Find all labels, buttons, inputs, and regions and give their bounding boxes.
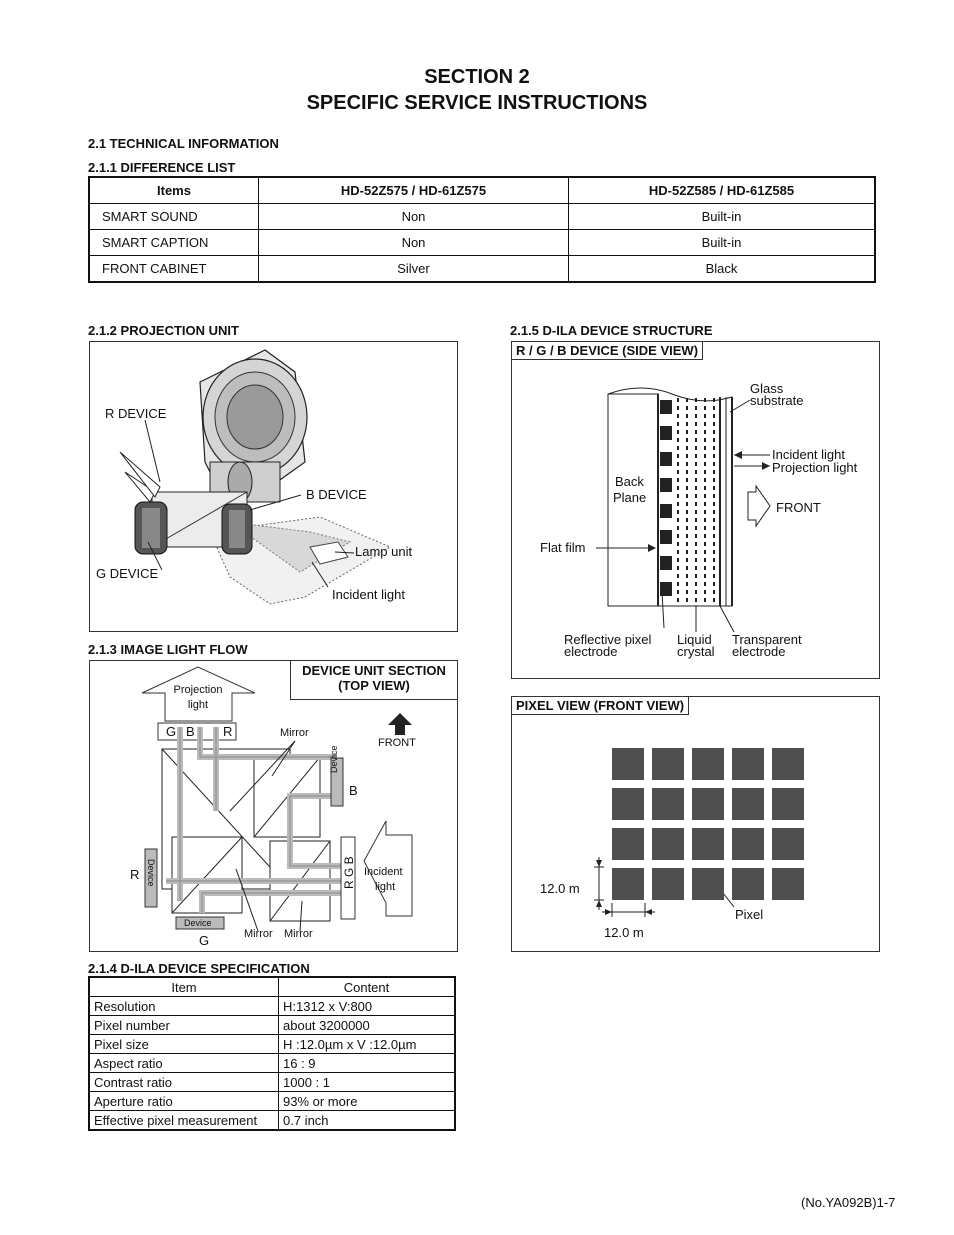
device-label-g: Device	[184, 918, 212, 928]
pixel-grid-drawing	[512, 697, 879, 951]
incident-light-label: Incident light	[332, 587, 405, 602]
table-cell: 1000 : 1	[279, 1073, 456, 1092]
device-unit-title-line2: (TOP VIEW)	[338, 678, 410, 693]
table-row	[89, 230, 875, 256]
flat-film-label: Flat film	[540, 540, 586, 555]
pixel-cell	[612, 748, 644, 780]
projection-light-line1: Projection	[173, 684, 223, 696]
side-view-figure	[511, 341, 880, 679]
pixel-view-figure	[511, 696, 880, 952]
lamp-unit-label: Lamp unit	[355, 544, 413, 559]
table-row	[89, 1073, 455, 1092]
pixel-cell	[692, 828, 724, 860]
transparent-line1: Transparent	[732, 632, 802, 647]
page-footer: (No.YA092B)1-7	[801, 1195, 896, 1210]
pixel-cell	[612, 788, 644, 820]
gbr-g-label: G	[166, 724, 177, 739]
projection-light-label: Projection light	[772, 460, 858, 475]
pixel-cell	[652, 828, 684, 860]
g-label: G	[199, 933, 210, 948]
table-header: Items	[89, 177, 259, 204]
back-plane-line1: Back	[615, 474, 644, 489]
table-cell: Non	[259, 230, 569, 256]
incident-light-label: Incident light	[772, 447, 845, 462]
device-unit-title-line1: DEVICE UNIT SECTION	[302, 663, 446, 678]
pixel-view-title: PIXEL VIEW (FRONT VIEW)	[511, 696, 689, 715]
table-cell: H:1312 x V:800	[279, 997, 456, 1016]
table-cell: SMART CAPTION	[89, 230, 259, 256]
front-label: FRONT	[776, 500, 821, 515]
table-cell: H :12.0µm x V :12.0µm	[279, 1035, 456, 1054]
rgb-label: R G B	[342, 856, 356, 889]
device-unit-section-title-box	[290, 661, 457, 700]
dimension-vertical-label: 12.0 m	[540, 881, 580, 896]
section-title: SPECIFIC SERVICE INSTRUCTIONS	[306, 92, 648, 114]
table-cell: 93% or more	[279, 1092, 456, 1111]
table-row	[89, 256, 875, 283]
table-header-row	[89, 977, 455, 997]
b-label: B	[349, 783, 358, 798]
pixel-cell	[612, 828, 644, 860]
table-header: Item	[89, 977, 279, 997]
device-label-b: Device	[329, 745, 339, 773]
pixel-cell	[732, 788, 764, 820]
front-label: FRONT	[378, 737, 416, 749]
incident-light-line1: Incident	[364, 866, 403, 878]
pixel-cell	[612, 868, 644, 900]
table-cell: Aspect ratio	[89, 1054, 279, 1073]
table-cell: Pixel number	[89, 1016, 279, 1035]
liquid-crystal-line1: Liquid	[677, 632, 712, 647]
pixel-label: Pixel	[735, 907, 764, 922]
transparent-line2: electrode	[732, 644, 786, 659]
pixel-cell	[652, 868, 684, 900]
dimension-horizontal-label: 12.0 m	[604, 925, 644, 940]
heading-technical-information: 2.1 TECHNICAL INFORMATION	[88, 136, 279, 151]
reflective-line1: Reflective pixel	[564, 632, 652, 647]
glass-line1: Glass	[750, 381, 784, 396]
mirror-label-2: Mirror	[284, 928, 313, 940]
b-device-label: B DEVICE	[306, 487, 367, 502]
table-cell: Effective pixel measurement	[89, 1111, 279, 1131]
pixel-cell	[692, 788, 724, 820]
side-view-title: R / G / B DEVICE (SIDE VIEW)	[511, 341, 703, 360]
gbr-r-label: R	[223, 724, 233, 739]
table-header: Content	[279, 977, 456, 997]
side-view-drawing	[512, 342, 879, 678]
projection-light-line2: light	[187, 699, 209, 711]
back-plane-line2: Plane	[613, 490, 647, 505]
heading-difference-list: 2.1.1 DIFFERENCE LIST	[88, 160, 236, 175]
g-device-label: G DEVICE	[96, 566, 159, 581]
section-number: SECTION 2	[424, 66, 530, 88]
table-header-row	[89, 177, 875, 204]
table-cell: Built-in	[569, 204, 876, 230]
table-cell: Non	[259, 204, 569, 230]
liquid-crystal-line2: crystal	[677, 644, 715, 659]
glass-line2: substrate	[750, 393, 804, 408]
table-row	[89, 1035, 455, 1054]
pixel-cell	[772, 828, 804, 860]
table-header: HD-52Z575 / HD-61Z575	[259, 177, 569, 204]
heading-dila-structure: 2.1.5 D-ILA DEVICE STRUCTURE	[510, 323, 713, 338]
pixel-cell	[652, 748, 684, 780]
r-label: R	[130, 867, 140, 882]
table-cell: Aperture ratio	[89, 1092, 279, 1111]
table-cell: Resolution	[89, 997, 279, 1016]
table-header: HD-52Z585 / HD-61Z585	[569, 177, 876, 204]
heading-dila-spec: 2.1.4 D-ILA DEVICE SPECIFICATION	[88, 961, 310, 976]
heading-image-light-flow: 2.1.3 IMAGE LIGHT FLOW	[88, 642, 248, 657]
table-cell: Built-in	[569, 230, 876, 256]
gbr-b-label: B	[186, 724, 195, 739]
table-row	[89, 1016, 455, 1035]
r-device-label: R DEVICE	[105, 406, 167, 421]
pixel-cell	[692, 748, 724, 780]
table-row	[89, 1111, 455, 1131]
pixel-cell	[732, 868, 764, 900]
table-cell: Black	[569, 256, 876, 283]
incident-light-line2: light	[375, 881, 396, 893]
table-row	[89, 997, 455, 1016]
table-cell: Contrast ratio	[89, 1073, 279, 1092]
table-cell: 16 : 9	[279, 1054, 456, 1073]
reflective-line2: electrode	[564, 644, 618, 659]
pixel-cell	[772, 748, 804, 780]
table-cell: SMART SOUND	[89, 204, 259, 230]
difference-table	[88, 176, 876, 283]
table-row	[89, 204, 875, 230]
mirror-label-1: Mirror	[244, 928, 273, 940]
image-light-flow-figure	[89, 660, 458, 952]
pixel-cell	[732, 748, 764, 780]
mirror-label-top: Mirror	[280, 727, 309, 739]
pixel-cell	[652, 788, 684, 820]
device-label-r: Device	[146, 859, 156, 887]
pixel-cell	[732, 828, 764, 860]
dila-spec-table	[88, 976, 456, 1131]
pixel-cell	[772, 788, 804, 820]
table-cell: FRONT CABINET	[89, 256, 259, 283]
projection-unit-figure	[89, 341, 458, 632]
heading-projection-unit: 2.1.2 PROJECTION UNIT	[88, 323, 239, 338]
table-row	[89, 1054, 455, 1073]
table-cell: Pixel size	[89, 1035, 279, 1054]
pixel-cell	[772, 868, 804, 900]
table-cell: 0.7 inch	[279, 1111, 456, 1131]
pixel-cell	[692, 868, 724, 900]
table-cell: Silver	[259, 256, 569, 283]
table-cell: about 3200000	[279, 1016, 456, 1035]
table-row	[89, 1092, 455, 1111]
light-flow-drawing	[90, 661, 457, 951]
